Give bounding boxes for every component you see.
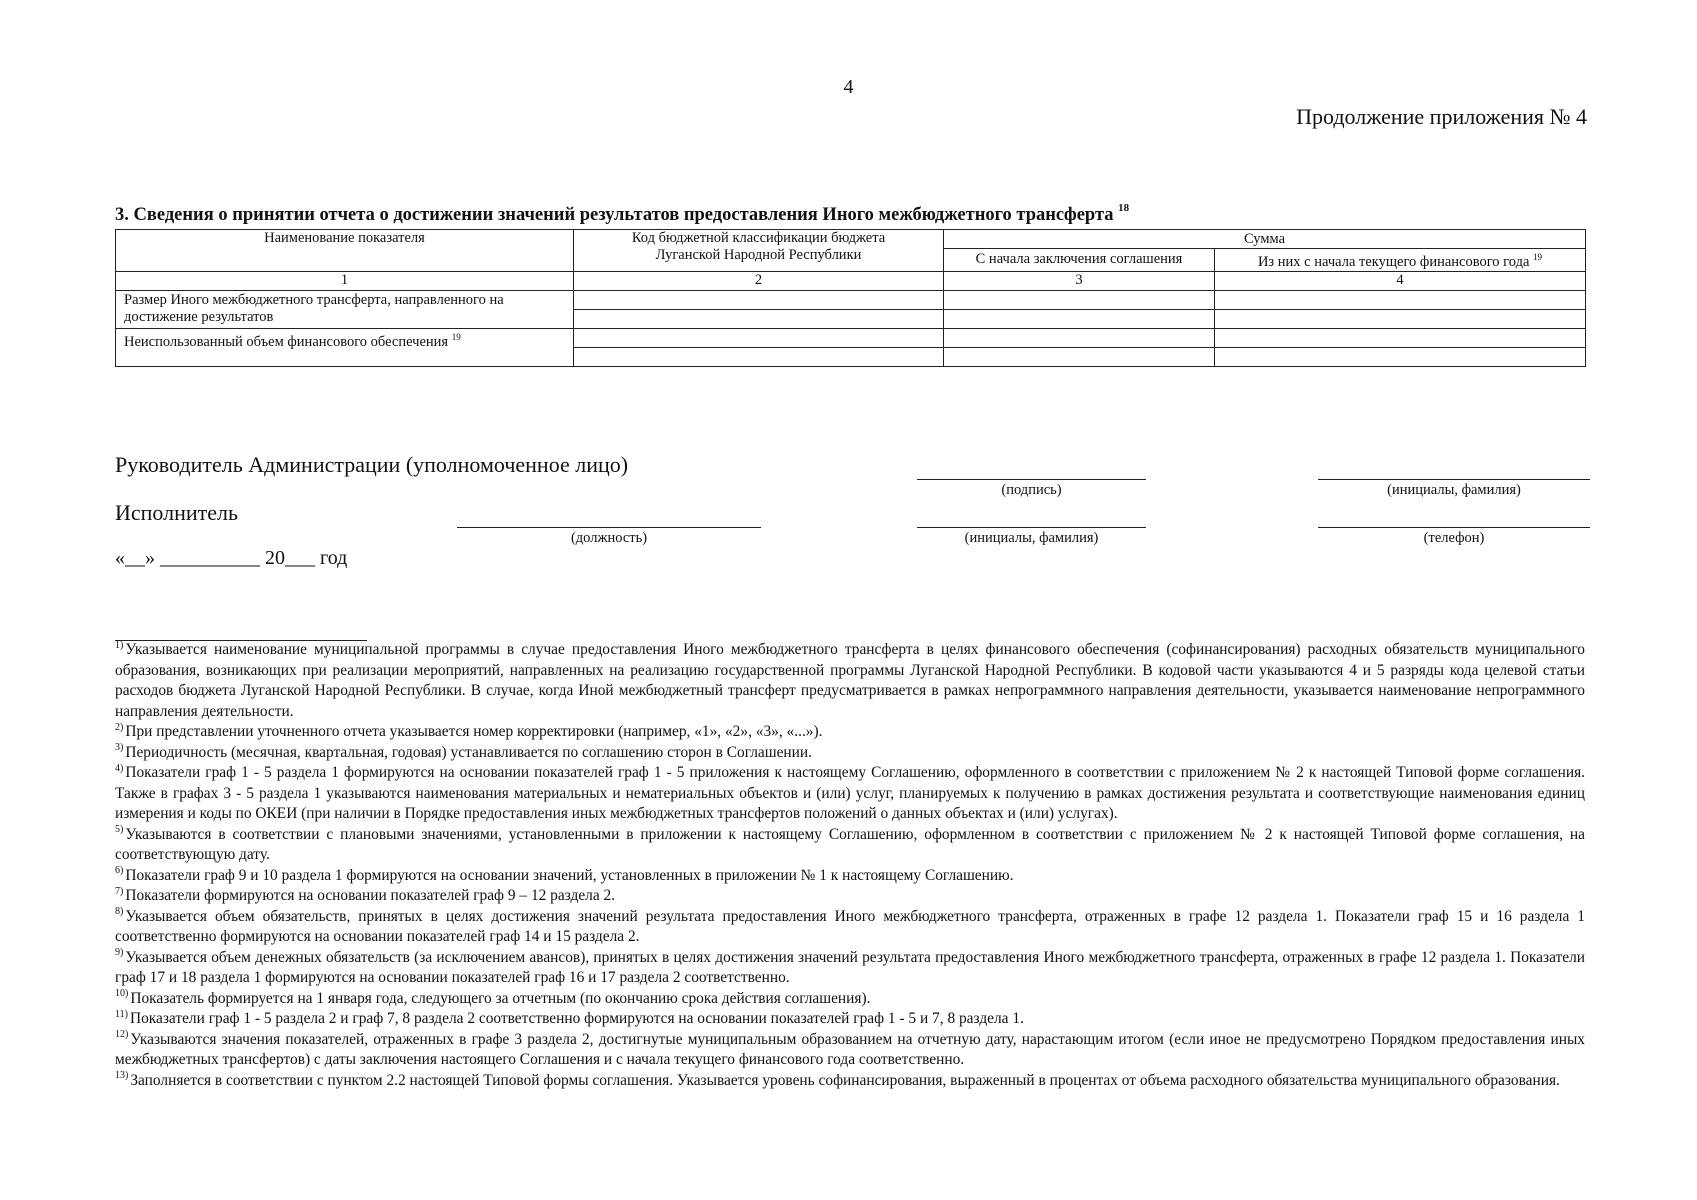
- row-label: Размер Иного межбюджетного трансферта, направленного на достижение результатов: [116, 290, 574, 328]
- header-current-year-footnote-ref: 19: [1533, 252, 1543, 262]
- column-number-row: [116, 271, 1586, 290]
- table-cell: [1215, 328, 1586, 347]
- footnote-text: Показатели граф 1 - 5 раздела 1 формируются на основании показателей граф 1 - 5 приложения к настоящему Соглашению, оформленного в соответствии с приложением № 2 к настоящей Типовой форме соглашения. Также в графах 3 - 5 раздела 1 указываются наименования материальных и нематериальных объектов и (или) услуг, планируемых к получению в рамках достижения результата и соответствующие наименования единиц измерения и коды по ОКЕИ (при наличии в Порядке предоставления иных межбюджетных трансфертов положений о данных объектах и (или) услугах).: [115, 764, 1585, 822]
- footnote: [115, 886, 1585, 907]
- section-title: [115, 204, 1129, 226]
- signature-caption: (подпись): [1001, 482, 1062, 498]
- table-cell: [944, 309, 1215, 328]
- appendix-title: Продолжение приложения № 4: [1296, 104, 1587, 129]
- footnote-text: Заполняется в соответствии с пунктом 2.2 настоящей Типовой формы соглашения. Указывается уровень софинансирования, выраженный в процентах от объема расходного обязательства муниципального образования.: [130, 1071, 1560, 1089]
- footnote-text: При представлении уточненного отчета указывается номер корректировки (например, «1», «2», «3», «...»).: [125, 723, 823, 740]
- footnote-number: 13): [115, 1070, 129, 1082]
- page-number: 4: [843, 76, 854, 98]
- footnote-text: Показатели формируются на основании показателей граф 9 – 12 раздела 2.: [125, 887, 616, 904]
- phone-line: [1318, 527, 1590, 528]
- footnote-text: Показатели граф 9 и 10 раздела 1 формируются на основании значений, установленных в приложении № 1 к настоящему Соглашению.: [125, 866, 1014, 884]
- table-cell: [1215, 347, 1586, 366]
- footnote-text: Указываются значения показателей, отраженных в графе 3 раздела 2, достигнутые муниципальным образованием на отчетную дату, нарастающим итогом (если иное не предусмотрено Порядком предоставления иных межбюджетных трансфертов) с даты заключения настоящего Соглашения и с начала текущего финансового года соответственно.: [115, 1030, 1585, 1068]
- table-cell: [1215, 309, 1586, 328]
- header-sum: Сумма: [944, 230, 1586, 249]
- table-cell: [574, 328, 944, 347]
- header-indicator: Наименование показателя: [116, 230, 574, 272]
- table-cell: [574, 309, 944, 328]
- header-since-start: С начала заключения соглашения: [944, 249, 1215, 272]
- footnote-number: 2): [115, 721, 124, 733]
- footnote: [115, 743, 1585, 764]
- footnote: [115, 907, 1585, 948]
- executor-label: Исполнитель: [115, 500, 239, 525]
- table-cell: [574, 290, 944, 309]
- footnote-number: 7): [115, 885, 124, 897]
- section-title-text: 3. Сведения о принятии отчета о достижении значений результатов предоставления Иного межбюджетного трансферта: [115, 205, 1114, 226]
- column-number: 1: [116, 271, 574, 290]
- footnote-number: 5): [115, 824, 124, 836]
- head-initials-caption: (инициалы, фамилия): [1387, 482, 1521, 498]
- table-cell: [574, 347, 944, 366]
- table-cell: [944, 328, 1215, 347]
- report-table: [115, 229, 1586, 367]
- date-line: «__» __________ 20___ год: [115, 547, 348, 569]
- column-number: 2: [574, 271, 944, 290]
- footnote-text: Указывается объем обязательств, принятых в целях достижения значений результата предоставления Иного межбюджетного трансферта, отраженных в графе 12 раздела 1. Показатели граф 15 и 16 раздела 1 соответственно формируются на основании показателей граф 14 и 15 раздела 2.: [115, 907, 1585, 945]
- header-current-year: [1215, 249, 1586, 272]
- footnote: [115, 948, 1585, 989]
- table-cell: [944, 347, 1215, 366]
- column-number: 4: [1215, 271, 1586, 290]
- executor-initials-line: [917, 527, 1146, 528]
- row-label-footnote-ref: 19: [451, 331, 461, 342]
- table-row: [116, 290, 1586, 309]
- signature-line: [917, 479, 1146, 480]
- footnote: [115, 763, 1585, 825]
- header-current-year-text: Из них с начала текущего финансового года: [1257, 253, 1530, 270]
- footnote-number: 1): [115, 639, 124, 651]
- footnote: [115, 640, 1585, 722]
- executor-initials-caption: (инициалы, фамилия): [964, 530, 1099, 546]
- table-header-row: [116, 230, 1586, 249]
- row-label-text: Неиспользованный объем финансового обеспечения: [124, 333, 449, 350]
- table-cell: [944, 290, 1215, 309]
- footnote-number: 11): [115, 1008, 128, 1020]
- head-label: Руководитель Администрации (уполномоченное лицо): [115, 452, 629, 477]
- table-row: [116, 328, 1586, 347]
- footnote: [115, 722, 1585, 743]
- section-title-footnote-ref: 18: [1118, 202, 1130, 214]
- footnote: [115, 989, 1585, 1010]
- position-line: [457, 527, 761, 528]
- footnote-number: 6): [115, 865, 124, 877]
- footnote-text: Показатель формируется на 1 января года, следующего за отчетным (по окончанию срока действия соглашения).: [130, 989, 871, 1007]
- header-code: Код бюджетной классификации бюджета Луганской Народной Республики: [574, 230, 944, 272]
- footnote: [115, 866, 1585, 887]
- footnote-text: Указывается объем денежных обязательств (за исключением авансов), принятых в целях достижения значений результата предоставления Иного межбюджетного трансферта, отраженных в графе 12 раздела 1. Показатели граф 17 и 18 раздела 1 формируются на основании показателей граф 16 и 17 раздела 2 соответственно.: [115, 948, 1585, 986]
- footnote: [115, 825, 1585, 866]
- footnote-text: Указываются в соответствии с плановыми значениями, установленными в приложении к настоящему Соглашению, оформленном в соответствии с приложением № 2 к настоящей Типовой форме соглашения, на соответствующую дату.: [115, 825, 1585, 863]
- footnote-number: 12): [115, 1029, 129, 1041]
- position-caption: (должность): [570, 530, 648, 546]
- footnotes: [115, 640, 1585, 1091]
- footnote-text: Периодичность (месячная, квартальная, годовая) устанавливается по соглашению сторон в Соглашении.: [125, 743, 812, 761]
- footnote-number: 8): [115, 906, 124, 918]
- footnote-number: 10): [115, 988, 129, 1000]
- footnote: [115, 1009, 1585, 1030]
- footnote: [115, 1071, 1585, 1092]
- footnote-number: 3): [115, 742, 124, 754]
- phone-caption: (телефон): [1423, 530, 1485, 546]
- footnote-text: Указывается наименование муниципальной программы в случае предоставления Иного межбюджетного трансферта в целях финансового обеспечения (софинансирования) расходных обязательств муниципального образования, возникающих при реализации мероприятий, направленных на реализацию государственной программы Луганской Народной Республики. В кодовой части указываются 4 и 5 разряды кода целевой статьи расходов бюджета Луганской Народной Республики. В случае, когда Иной межбюджетный трансферт предусматривается в рамках непрограммного направления деятельности, указывается наименование непрограммного направления деятельности.: [115, 641, 1585, 720]
- footnote-number: 4): [115, 762, 124, 774]
- footnote: [115, 1030, 1585, 1071]
- row-label: [116, 328, 574, 366]
- footnote-text: Показатели граф 1 - 5 раздела 2 и граф 7, 8 раздела 2 соответственно формируются на основании показателей граф 1 - 5 и 7, 8 раздела 1.: [129, 1010, 1024, 1027]
- head-initials-line: [1318, 479, 1590, 480]
- column-number: 3: [944, 271, 1215, 290]
- table-cell: [1215, 290, 1586, 309]
- footnote-number: 9): [115, 947, 124, 959]
